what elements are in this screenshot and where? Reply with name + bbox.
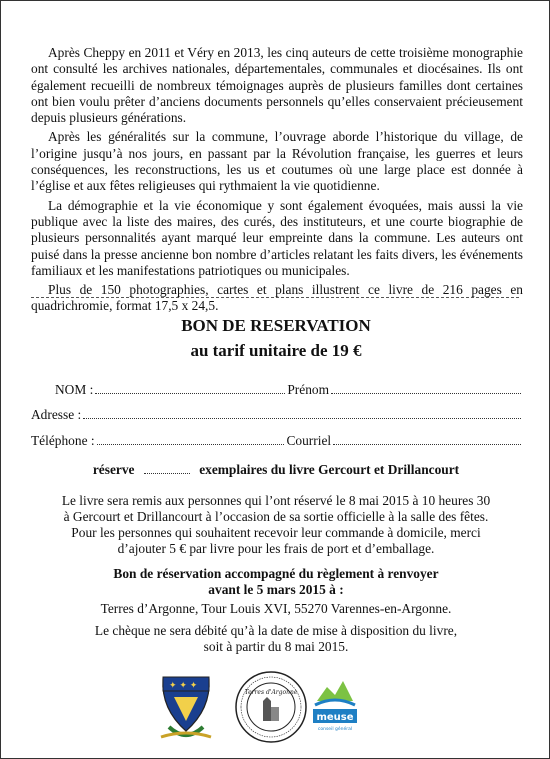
adresse-label: Adresse :: [31, 407, 82, 422]
meuse-logo: [313, 671, 357, 733]
prenom-field[interactable]: [331, 383, 521, 394]
info-line-5: Bon de réservation accompagné du règlement à renvoyer: [113, 566, 439, 581]
adresse-row: [31, 407, 523, 423]
telephone-label: Téléphone :: [31, 433, 95, 448]
reserve-row: [1, 462, 550, 478]
seal-text: Terres d'Argonne: [244, 689, 298, 696]
intro-paragraph-3: La démographie et la vie économique y sont également évoquées, mais aussi la vie publique avec la liste des maires, des curés, des instituteurs, et une courte biographie de plusieurs personnalités ayant marqué leur empreinte dans la commune. Les auteurs ont puisé dans la presse ancienne bon nombre d’articles relatant les faits divers, les événements familiaux et les manifestations patriotiques ou municipales.: [31, 197, 523, 278]
quantity-field[interactable]: [144, 463, 190, 474]
association-seal-logo: [233, 669, 309, 745]
dashed-separator: [31, 297, 519, 298]
info-line-7: Terres d’Argonne, Tour Louis XVI, 55270 Varennes-en-Argonne.: [100, 601, 452, 616]
meuse-subtext: conseil général: [317, 727, 353, 732]
intro-paragraph-2: Après les généralités sur la commune, l’ouvrage aborde l’historique du village, de l’origine jusqu’à nos jours, en passant par la Révolution française, les guerres et leurs conséquences, les reconstructions, les us et coutumes où une large place est donnée à l’église et aux fêtes religieuses qui rythmaient la vie quotidienne.: [31, 129, 523, 194]
prenom-label: Prénom: [287, 382, 329, 397]
intro-paragraph-1: Après Cheppy en 2011 et Véry en 2013, les cinq auteurs de cette troisième monographie ont consulté les archives nationales, départementales, communales et diocésaines. Ils ont également recueilli de nombreux témoignages auprès de plusieurs familles dont certaines ont bien voulu prêter d’anciens documents personnels qu’elles conservaient précieusement depuis plusieurs générations.: [31, 45, 523, 126]
logos-row: [1, 667, 550, 747]
nom-row: [31, 382, 523, 398]
info-line-3: Pour les personnes qui souhaitent recevoir leur commande à domicile, merci: [71, 525, 481, 540]
info-line-2: à Gercourt et Drillancourt à l’occasion de sa sortie officielle à la salle des fêtes.: [63, 509, 489, 524]
courriel-field[interactable]: [333, 434, 521, 445]
adresse-field[interactable]: [83, 408, 521, 419]
nom-field[interactable]: [95, 383, 285, 394]
intro-paragraph-4: Plus de 150 photographies, cartes et plans illustrent ce livre de 216 pages en quadrichromie, format 17,5 x 24,5.: [31, 282, 523, 314]
info-line-6: avant le 5 mars 2015 à :: [208, 582, 344, 597]
nom-label: NOM :: [55, 382, 94, 397]
meuse-text: meuse: [316, 712, 354, 723]
reserve-label: réserve: [92, 462, 135, 477]
info-line-4: d’ajouter 5 € par livre pour les frais de port et d’emballage.: [117, 541, 435, 556]
coat-of-arms-logo: [157, 669, 215, 743]
telephone-field[interactable]: [97, 434, 285, 445]
form-subtitle: au tarif unitaire de 19 €: [190, 341, 362, 360]
intro-text: [31, 45, 523, 318]
info-line-8: Le chèque ne sera débité qu’à la date de mise à disposition du livre,: [94, 623, 458, 638]
info-line-9: soit à partir du 8 mai 2015.: [203, 639, 349, 654]
courriel-label: Courriel: [286, 433, 332, 448]
info-line-1: Le livre sera remis aux personnes qui l’ont réservé le 8 mai 2015 à 10 heures 30: [61, 493, 491, 508]
svg-text:✦ ✦ ✦: ✦ ✦ ✦: [169, 681, 198, 691]
telephone-row: [31, 433, 523, 449]
exemplaires-label: exemplaires du livre Gercourt et Drillancourt: [199, 462, 460, 477]
form-title: BON DE RESERVATION: [181, 316, 371, 335]
